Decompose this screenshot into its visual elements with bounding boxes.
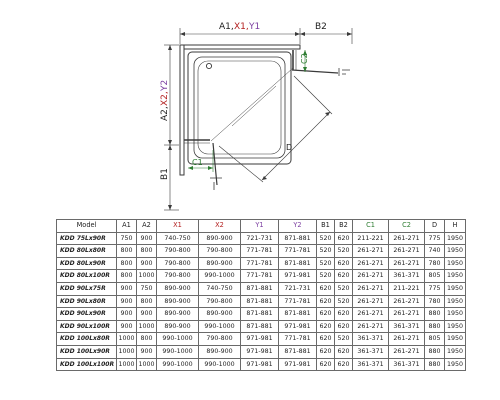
table-cell: 771-781 <box>241 270 279 283</box>
table-cell: 211-221 <box>389 282 425 295</box>
table-cell: 1950 <box>445 333 466 346</box>
table-cell: 620 <box>335 232 353 245</box>
label-y1: Y1 <box>249 22 261 32</box>
table-cell: 520 <box>317 270 335 283</box>
table-cell: 620 <box>317 295 335 308</box>
table-cell: 211-221 <box>353 232 389 245</box>
table-row <box>57 282 466 295</box>
label-x1: X1, <box>234 22 249 32</box>
table-cell: 1950 <box>445 282 466 295</box>
table-cell: 520 <box>335 245 353 258</box>
table-cell: 1950 <box>445 295 466 308</box>
table-cell: 721-731 <box>241 232 279 245</box>
model-name-cell: KDD 80Lx100R <box>57 270 117 283</box>
shower-tray <box>188 52 291 164</box>
table-cell: 261-271 <box>353 295 389 308</box>
table-cell: 520 <box>335 333 353 346</box>
table-cell: 261-271 <box>389 345 425 358</box>
model-name-cell: KDD 80Lx80R <box>57 245 117 258</box>
table-cell: 1000 <box>117 358 137 371</box>
table-cell: 740 <box>425 245 445 258</box>
table-cell: 775 <box>425 282 445 295</box>
table-cell: 771-781 <box>241 257 279 270</box>
table-cell: 771-781 <box>279 295 317 308</box>
table-cell: 1000 <box>117 333 137 346</box>
table-cell: 800 <box>117 270 137 283</box>
table-row <box>57 345 466 358</box>
table-cell: 261-271 <box>389 232 425 245</box>
column-header: C2 <box>389 220 425 233</box>
table-cell: 890-900 <box>199 232 241 245</box>
column-header: A2 <box>137 220 157 233</box>
table-cell: 880 <box>425 320 445 333</box>
table-cell: 990-1000 <box>157 333 199 346</box>
table-cell: 1950 <box>445 345 466 358</box>
column-header: Model <box>57 220 117 233</box>
table-cell: 261-271 <box>353 270 389 283</box>
table-cell: 990-1000 <box>199 320 241 333</box>
table-cell: 1950 <box>445 245 466 258</box>
table-cell: 780 <box>425 257 445 270</box>
table-cell: 900 <box>137 345 157 358</box>
model-name-cell: KDD 100Lx100R <box>57 358 117 371</box>
table-cell: 361-371 <box>353 333 389 346</box>
table-cell: 971-981 <box>279 358 317 371</box>
column-header: X1 <box>157 220 199 233</box>
column-header: A1 <box>117 220 137 233</box>
table-cell: 871-881 <box>279 257 317 270</box>
label-a2: A2, <box>160 106 170 121</box>
table-cell: 261-271 <box>353 257 389 270</box>
table-cell: 620 <box>317 282 335 295</box>
table-cell: 1000 <box>137 358 157 371</box>
table-cell: 1950 <box>445 358 466 371</box>
drain <box>206 63 211 68</box>
table-cell: 775 <box>425 232 445 245</box>
label-b1: B1 <box>160 168 170 180</box>
table-cell: 361-371 <box>389 270 425 283</box>
table-cell: 890-900 <box>199 308 241 321</box>
table-cell: 1950 <box>445 270 466 283</box>
table-cell: 790-800 <box>157 270 199 283</box>
dimension-lines <box>164 28 352 210</box>
table-cell: 790-800 <box>199 295 241 308</box>
table-cell: 871-881 <box>241 295 279 308</box>
table-cell: 520 <box>335 295 353 308</box>
table-cell: 800 <box>137 295 157 308</box>
table-cell: 971-981 <box>241 358 279 371</box>
table-cell: 261-271 <box>353 282 389 295</box>
table-cell: 620 <box>317 308 335 321</box>
column-header: X2 <box>199 220 241 233</box>
table-cell: 890-900 <box>157 295 199 308</box>
label-y2: Y2 <box>160 79 170 91</box>
table-cell: 790-800 <box>157 257 199 270</box>
table-cell: 1950 <box>445 308 466 321</box>
table-cell: 361-371 <box>353 345 389 358</box>
table-row <box>57 232 466 245</box>
table-cell: 620 <box>335 257 353 270</box>
column-header: D <box>425 220 445 233</box>
table-cell: 990-1000 <box>157 345 199 358</box>
table-cell: 620 <box>317 320 335 333</box>
table-cell: 520 <box>317 232 335 245</box>
model-name-cell: KDD 75Lx90R <box>57 232 117 245</box>
table-cell: 520 <box>317 245 335 258</box>
column-header: Y2 <box>279 220 317 233</box>
table-cell: 261-271 <box>389 295 425 308</box>
table-row <box>57 257 466 270</box>
table-cell: 261-271 <box>389 308 425 321</box>
table-row <box>57 308 466 321</box>
table-cell: 620 <box>335 358 353 371</box>
table-cell: 520 <box>335 282 353 295</box>
table-cell: 900 <box>117 295 137 308</box>
table-cell: 871-881 <box>241 320 279 333</box>
table-cell: 261-271 <box>353 245 389 258</box>
table-cell: 721-731 <box>279 282 317 295</box>
table-row <box>57 333 466 346</box>
column-header: H <box>445 220 466 233</box>
model-name-cell: KDD 100Lx80R <box>57 333 117 346</box>
table-row <box>57 245 466 258</box>
table-row <box>57 358 466 371</box>
table-cell: 880 <box>425 358 445 371</box>
table-cell: 620 <box>317 345 335 358</box>
table-cell: 900 <box>137 257 157 270</box>
column-header: B1 <box>317 220 335 233</box>
table-cell: 620 <box>335 320 353 333</box>
door-right <box>292 70 338 73</box>
table-cell: 620 <box>317 358 335 371</box>
table-cell: 740-750 <box>157 232 199 245</box>
dimensions-table <box>56 219 466 371</box>
table-cell: 620 <box>317 333 335 346</box>
table-cell: 900 <box>117 282 137 295</box>
table-cell: 880 <box>425 308 445 321</box>
table-cell: 771-781 <box>279 245 317 258</box>
table-cell: 990-1000 <box>157 358 199 371</box>
table-body <box>57 232 466 371</box>
table-cell: 361-371 <box>353 358 389 371</box>
table-cell: 261-271 <box>389 245 425 258</box>
table-cell: 261-271 <box>389 257 425 270</box>
label-d: D <box>286 143 293 152</box>
table-cell: 780 <box>425 295 445 308</box>
table-cell: 620 <box>335 308 353 321</box>
label-x2: X2, <box>160 91 170 106</box>
table-cell: 871-881 <box>279 308 317 321</box>
table-cell: 871-881 <box>279 232 317 245</box>
table-cell: 971-981 <box>279 320 317 333</box>
model-name-cell: KDD 80Lx90R <box>57 257 117 270</box>
table-cell: 750 <box>137 282 157 295</box>
label-c1: C1 <box>192 158 203 167</box>
table-cell: 900 <box>137 232 157 245</box>
table-cell: 790-800 <box>157 245 199 258</box>
table-cell: 900 <box>117 320 137 333</box>
column-header: Y1 <box>241 220 279 233</box>
table-cell: 1000 <box>137 270 157 283</box>
table-header-row <box>57 220 466 233</box>
table-cell: 800 <box>117 257 137 270</box>
table-cell: 890-900 <box>199 257 241 270</box>
table-cell: 750 <box>117 232 137 245</box>
table-cell: 805 <box>425 270 445 283</box>
table-cell: 990-1000 <box>199 270 241 283</box>
table-cell: 971-981 <box>241 345 279 358</box>
table-cell: 620 <box>335 270 353 283</box>
table-cell: 1950 <box>445 232 466 245</box>
table-cell: 871-881 <box>241 282 279 295</box>
table-cell: 361-371 <box>389 320 425 333</box>
label-c2: C2 <box>300 53 309 64</box>
table-cell: 800 <box>137 333 157 346</box>
table-cell: 790-800 <box>199 245 241 258</box>
table-cell: 880 <box>425 345 445 358</box>
table-cell: 261-271 <box>353 308 389 321</box>
table-cell: 890-900 <box>157 282 199 295</box>
label-a1: A1, <box>219 22 234 32</box>
table-cell: 520 <box>317 257 335 270</box>
table-cell: 790-800 <box>199 333 241 346</box>
model-name-cell: KDD 90Lx75R <box>57 282 117 295</box>
table-cell: 805 <box>425 333 445 346</box>
table-cell: 1950 <box>445 320 466 333</box>
model-name-cell: KDD 90Lx100R <box>57 320 117 333</box>
table-cell: 261-271 <box>389 333 425 346</box>
table-cell: 1000 <box>137 320 157 333</box>
column-header: B2 <box>335 220 353 233</box>
table-cell: 1950 <box>445 257 466 270</box>
table-cell: 890-900 <box>157 308 199 321</box>
column-header: C1 <box>353 220 389 233</box>
label-b2: B2 <box>315 22 327 32</box>
model-name-cell: KDD 100Lx90R <box>57 345 117 358</box>
table-row <box>57 270 466 283</box>
table-cell: 740-750 <box>199 282 241 295</box>
table-row <box>57 295 466 308</box>
model-name-cell: KDD 90Lx80R <box>57 295 117 308</box>
table-cell: 871-881 <box>241 308 279 321</box>
table-cell: 620 <box>335 345 353 358</box>
table-cell: 1000 <box>117 345 137 358</box>
table-cell: 900 <box>137 308 157 321</box>
model-name-cell: KDD 90Lx90R <box>57 308 117 321</box>
table-cell: 900 <box>117 308 137 321</box>
table-cell: 890-900 <box>199 345 241 358</box>
table-cell: 971-981 <box>241 333 279 346</box>
table-cell: 890-900 <box>157 320 199 333</box>
table-row <box>57 320 466 333</box>
table-cell: 990-1000 <box>199 358 241 371</box>
table-cell: 261-271 <box>353 320 389 333</box>
table-cell: 771-781 <box>279 333 317 346</box>
table-cell: 971-981 <box>279 270 317 283</box>
table-cell: 361-371 <box>389 358 425 371</box>
table-cell: 800 <box>137 245 157 258</box>
table-cell: 771-781 <box>241 245 279 258</box>
table-cell: 800 <box>117 245 137 258</box>
table-cell: 871-881 <box>279 345 317 358</box>
